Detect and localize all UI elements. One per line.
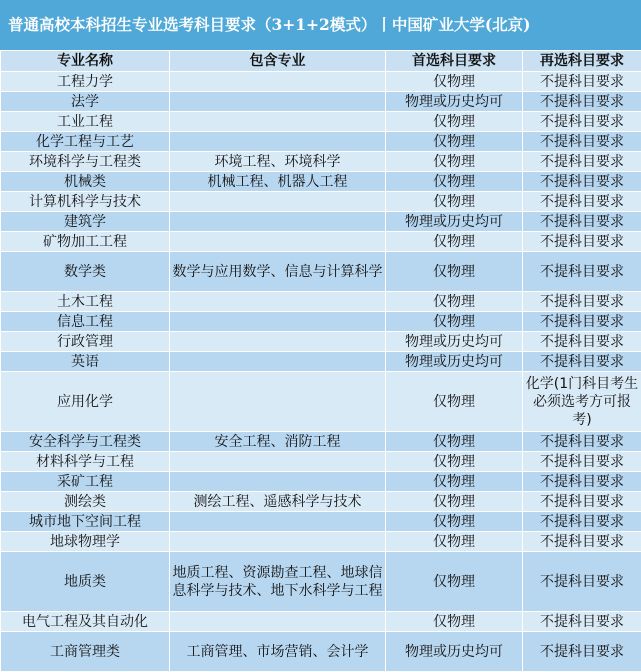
included-majors-cell [170, 352, 386, 372]
table-row [1, 332, 641, 352]
major-name-cell: 法学 [1, 92, 170, 112]
table-row [1, 512, 641, 532]
second-subject-cell: 不提科目要求 [523, 532, 641, 552]
first-subject-cell: 仅物理 [386, 252, 523, 292]
second-subject-cell: 不提科目要求 [523, 252, 641, 292]
major-name-cell: 地质类 [1, 552, 170, 612]
first-subject-cell: 仅物理 [386, 532, 523, 552]
first-subject-cell: 仅物理 [386, 492, 523, 512]
second-subject-cell: 不提科目要求 [523, 312, 641, 332]
second-subject-cell: 不提科目要求 [523, 612, 641, 632]
included-majors-cell [170, 112, 386, 132]
major-name-cell: 数学类 [1, 252, 170, 292]
major-name-cell: 工业工程 [1, 112, 170, 132]
major-name-cell: 计算机科学与技术 [1, 192, 170, 212]
table-row [1, 552, 641, 612]
first-subject-cell: 仅物理 [386, 172, 523, 192]
second-subject-cell: 不提科目要求 [523, 292, 641, 312]
table-row [1, 432, 641, 452]
included-majors-cell: 地质工程、资源勘查工程、地球信息科学与技术、地下水科学与工程 [170, 552, 386, 612]
table-row [1, 372, 641, 432]
table-row [1, 452, 641, 472]
included-majors-cell [170, 472, 386, 492]
table-row [1, 632, 641, 672]
second-subject-cell: 不提科目要求 [523, 152, 641, 172]
included-majors-cell [170, 292, 386, 312]
page-title: 普通高校本科招生专业选考科目要求（3+1+2模式）丨中国矿业大学(北京) [0, 0, 641, 50]
table-row [1, 72, 641, 92]
table-row [1, 152, 641, 172]
second-subject-cell: 不提科目要求 [523, 452, 641, 472]
major-name-cell: 化学工程与工艺 [1, 132, 170, 152]
included-majors-cell [170, 512, 386, 532]
major-name-cell: 采矿工程 [1, 472, 170, 492]
included-majors-cell [170, 132, 386, 152]
first-subject-cell: 仅物理 [386, 72, 523, 92]
second-subject-cell: 不提科目要求 [523, 192, 641, 212]
table-row [1, 252, 641, 292]
major-name-cell: 测绘类 [1, 492, 170, 512]
column-header-second-subject: 再选科目要求 [523, 51, 641, 72]
included-majors-cell [170, 212, 386, 232]
first-subject-cell: 仅物理 [386, 372, 523, 432]
requirements-table [0, 50, 641, 672]
first-subject-cell: 仅物理 [386, 292, 523, 312]
included-majors-cell: 机械工程、机器人工程 [170, 172, 386, 192]
second-subject-cell: 化学(1门科目考生必须选考方可报考) [523, 372, 641, 432]
column-header-included: 包含专业 [170, 51, 386, 72]
second-subject-cell: 不提科目要求 [523, 552, 641, 612]
included-majors-cell [170, 452, 386, 472]
second-subject-cell: 不提科目要求 [523, 92, 641, 112]
first-subject-cell: 物理或历史均可 [386, 332, 523, 352]
table-row [1, 532, 641, 552]
first-subject-cell: 仅物理 [386, 432, 523, 452]
table-row [1, 212, 641, 232]
major-name-cell: 行政管理 [1, 332, 170, 352]
major-name-cell: 机械类 [1, 172, 170, 192]
table-row [1, 232, 641, 252]
table-row [1, 92, 641, 112]
table-row [1, 292, 641, 312]
included-majors-cell: 环境工程、环境科学 [170, 152, 386, 172]
included-majors-cell: 安全工程、消防工程 [170, 432, 386, 452]
included-majors-cell [170, 372, 386, 432]
second-subject-cell: 不提科目要求 [523, 132, 641, 152]
included-majors-cell [170, 72, 386, 92]
first-subject-cell: 仅物理 [386, 512, 523, 532]
first-subject-cell: 物理或历史均可 [386, 352, 523, 372]
table-row [1, 172, 641, 192]
second-subject-cell: 不提科目要求 [523, 172, 641, 192]
first-subject-cell: 仅物理 [386, 152, 523, 172]
first-subject-cell: 物理或历史均可 [386, 212, 523, 232]
table-row [1, 492, 641, 512]
major-name-cell: 电气工程及其自动化 [1, 612, 170, 632]
included-majors-cell: 数学与应用数学、信息与计算科学 [170, 252, 386, 292]
first-subject-cell: 仅物理 [386, 552, 523, 612]
second-subject-cell: 不提科目要求 [523, 332, 641, 352]
major-name-cell: 地球物理学 [1, 532, 170, 552]
second-subject-cell: 不提科目要求 [523, 112, 641, 132]
table-row [1, 472, 641, 492]
included-majors-cell [170, 612, 386, 632]
included-majors-cell [170, 232, 386, 252]
table-row [1, 352, 641, 372]
second-subject-cell: 不提科目要求 [523, 352, 641, 372]
included-majors-cell [170, 192, 386, 212]
included-majors-cell [170, 332, 386, 352]
first-subject-cell: 物理或历史均可 [386, 92, 523, 112]
first-subject-cell: 仅物理 [386, 312, 523, 332]
included-majors-cell [170, 532, 386, 552]
first-subject-cell: 仅物理 [386, 452, 523, 472]
second-subject-cell: 不提科目要求 [523, 432, 641, 452]
table-row [1, 132, 641, 152]
first-subject-cell: 仅物理 [386, 612, 523, 632]
major-name-cell: 英语 [1, 352, 170, 372]
major-name-cell: 应用化学 [1, 372, 170, 432]
first-subject-cell: 仅物理 [386, 192, 523, 212]
first-subject-cell: 仅物理 [386, 132, 523, 152]
second-subject-cell: 不提科目要求 [523, 232, 641, 252]
table-row [1, 612, 641, 632]
major-name-cell: 矿物加工工程 [1, 232, 170, 252]
major-name-cell: 信息工程 [1, 312, 170, 332]
major-name-cell: 工程力学 [1, 72, 170, 92]
major-name-cell: 环境科学与工程类 [1, 152, 170, 172]
second-subject-cell: 不提科目要求 [523, 512, 641, 532]
major-name-cell: 建筑学 [1, 212, 170, 232]
second-subject-cell: 不提科目要求 [523, 492, 641, 512]
table-row [1, 312, 641, 332]
included-majors-cell: 工商管理、市场营销、会计学 [170, 632, 386, 672]
included-majors-cell: 测绘工程、遥感科学与技术 [170, 492, 386, 512]
second-subject-cell: 不提科目要求 [523, 72, 641, 92]
table-row [1, 192, 641, 212]
major-name-cell: 材料科学与工程 [1, 452, 170, 472]
table-row [1, 112, 641, 132]
first-subject-cell: 仅物理 [386, 232, 523, 252]
major-name-cell: 安全科学与工程类 [1, 432, 170, 452]
major-name-cell: 城市地下空间工程 [1, 512, 170, 532]
first-subject-cell: 仅物理 [386, 472, 523, 492]
included-majors-cell [170, 92, 386, 112]
first-subject-cell: 物理或历史均可 [386, 632, 523, 672]
column-header-major: 专业名称 [1, 51, 170, 72]
major-name-cell: 工商管理类 [1, 632, 170, 672]
major-name-cell: 土木工程 [1, 292, 170, 312]
second-subject-cell: 不提科目要求 [523, 212, 641, 232]
second-subject-cell: 不提科目要求 [523, 632, 641, 672]
included-majors-cell [170, 312, 386, 332]
header-row [1, 51, 641, 72]
column-header-first-subject: 首选科目要求 [386, 51, 523, 72]
second-subject-cell: 不提科目要求 [523, 472, 641, 492]
first-subject-cell: 仅物理 [386, 112, 523, 132]
